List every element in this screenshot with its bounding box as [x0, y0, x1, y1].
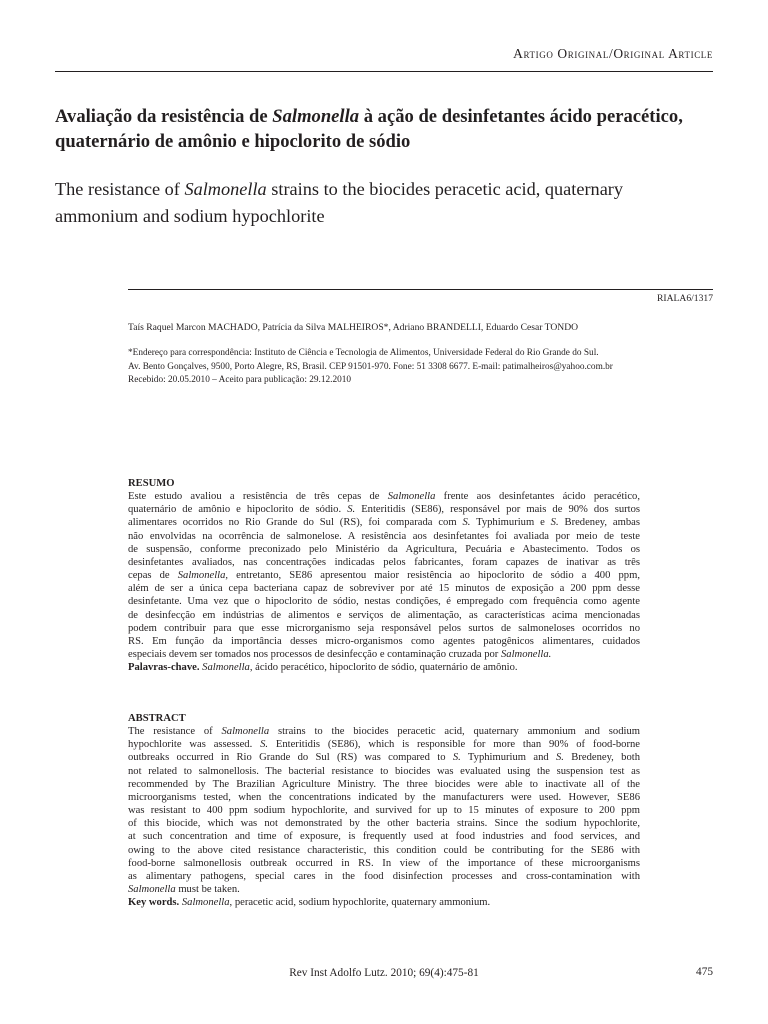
- abstract-line: The resistance of Salmonella strains to the biocides peracetic acid, quaternary ammonium and sodium: [128, 726, 640, 738]
- address-line: *Endereço para correspondência: Instituto de Ciência e Tecnologia de Alimentos, Universidade Federal do Rio Grande do Sul.: [128, 348, 599, 358]
- resumo-line: desinfetante. Uma vez que o hipoclorito de sódio, nestas condições, é empregado com frequência como agente: [128, 596, 640, 608]
- section-label: Artigo Original/Original Article: [513, 46, 713, 61]
- resumo-line: de desinfecção em indústrias de alimentos e serviços de alimentação, as características acima mencionadas: [128, 609, 640, 621]
- resumo-heading: RESUMO: [128, 478, 175, 489]
- resumo-line: quaternário de amônio e hipoclorito de sódio. S. Enteritidis (SE86), responsável por mais de 90% dos surtos: [128, 504, 641, 516]
- abstract-line: of this biocide, which was not demonstrated by the other bacteria strains. Since the sodium hypochlorite,: [128, 818, 640, 830]
- resumo-line: Este estudo avaliou a resistência de três cepas de Salmonella frente aos desinfetantes ácido peracético,: [128, 491, 640, 503]
- journal-citation: Rev Inst Adolfo Lutz. 2010; 69(4):475-81: [289, 967, 479, 979]
- correspondence-address: [128, 347, 718, 388]
- resumo-line: de suspensão, conforme preconizado pelo Ministério da Agricultura, Pecuária e Abastecimento. Todos os: [128, 543, 640, 555]
- resumo-line: especiais devem ser tomados nos processos de desinfecção e contaminação cruzada por Salmonella.: [128, 649, 552, 661]
- abstract-line: food-borne salmonellosis outbreak occurred in RS. In view of the importance of these microorganisms: [128, 857, 640, 869]
- abstract-line: outbreaks occurred in Rio Grande do Sul (RS) was compared to S. Typhimurium and S. Bredeney, both: [128, 752, 640, 764]
- abstract-line: not related to salmonellosis. The bacterial resistance to biocides was evaluated using the suspension test as: [128, 765, 640, 777]
- abstract-heading: ABSTRACT: [128, 713, 186, 724]
- abstract-line: Salmonella must be taken.: [128, 884, 240, 896]
- authors: Taís Raquel Marcon MACHADO, Patrícia da Silva MALHEIROS*, Adriano BRANDELLI, Eduardo Cesar TONDO: [128, 322, 579, 333]
- reference-code: RIALA6/1317: [657, 293, 713, 304]
- top-rule: [55, 71, 713, 72]
- address-line: Av. Bento Gonçalves, 9500, Porto Alegre, RS, Brasil. CEP 91501-970. Fone: 51 3308 6677. E-mail: patimalheiros@yahoo.com.br: [128, 361, 613, 372]
- abstract-line: at such concentration and time of exposure, is frequently used at food industries and food services, and: [128, 831, 640, 843]
- resumo-line: podem contribuir para que esse microrganismo seja responsável pelos surtos de salmoneloses ocorridos no: [128, 622, 640, 634]
- resumo-line: além de ser a única cepa bacteriana capaz de sobreviver por até 15 minutos de exposição a 200 ppm desse: [128, 583, 640, 595]
- abstract-section: [128, 712, 640, 909]
- resumo-keywords: Palavras-chave. Salmonella, ácido peracético, hipoclorito de sódio, quaternário de amônio.: [128, 662, 518, 674]
- received-dates: Recebido: 20.05.2010 – Aceito para publicação: 29.12.2010: [128, 375, 352, 386]
- page-number: 475: [696, 966, 713, 978]
- info-rule: [128, 289, 713, 290]
- abstract-line: as alimentary pathogens, special cares in the food disinfection processes and cross-contamination with: [128, 870, 640, 882]
- abstract-line: was resistant to 400 ppm sodium hypochlorite, and survived for up to 15 minutes of exposure to 200 ppm: [128, 805, 640, 817]
- title-english: The resistance of Salmonella strains to the biocides peracetic acid, quaternary ammonium and sodium hypochlorite: [55, 179, 624, 226]
- resumo-line: desinfetantes avaliados, nas concentrações indicadas pelos fabricantes, foram capazes de inativar as três: [128, 556, 640, 568]
- resumo-line: não envolvidas na ocorrência de salmonelose. A resistência aos desinfetantes foi avaliada por meio de teste: [128, 530, 640, 542]
- abstract-line: hypochlorite was assessed. S. Enteritidis (SE86), which is responsible for more than 90% of food-borne: [128, 739, 640, 751]
- resumo-line: alimentares ocorridos no Rio Grande do Sul (RS), foi comparada com S. Typhimurium e S. Bredeney, ambas: [128, 517, 640, 529]
- abstract-line: microorganisms tested, when the concentrations indicated by the manufacturers were used. However, SE86: [128, 791, 640, 803]
- abstract-keywords: Key words. Salmonella, peracetic acid, sodium hypochlorite, quaternary ammonium.: [128, 897, 491, 909]
- title-portuguese: Avaliação da resistência de Salmonella à ação de desinfetantes ácido peracético, quaternário de amônio e hipoclorito de sódio: [55, 106, 683, 152]
- resumo-line: cepas de Salmonella, entretanto, SE86 apresentou maior resistência ao hipoclorito de sódio a 400 ppm,: [128, 570, 640, 582]
- resumo-line: RS. Em função da importância desses micro-organismos como agentes patogênicos alimentares, cuidados: [128, 635, 640, 647]
- abstract-line: owing to the above cited resistance characteristic, this condition could be contributing for the SE86 with: [128, 844, 640, 856]
- abstract-line: recommended by The Brazilian Agriculture Ministry. The three biocides were able to inactivate all of the: [128, 778, 640, 790]
- resumo-section: [128, 477, 640, 674]
